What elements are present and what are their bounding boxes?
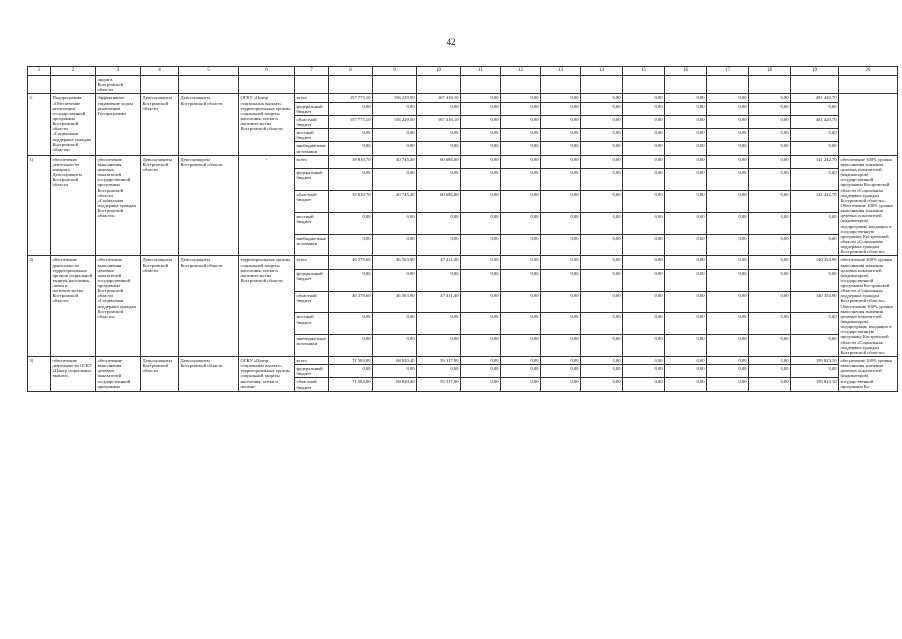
amount-cell: 0,00	[329, 365, 373, 378]
funding-source: местный бюджет	[295, 313, 329, 335]
amount-cell: 0,00	[541, 256, 581, 269]
amount-cell: 0,00	[417, 212, 461, 234]
amount-cell: 0,00	[541, 234, 581, 256]
amount-cell: 0,00	[791, 269, 839, 291]
amount-cell: 481 420,70	[791, 94, 839, 102]
amount-cell: 46 379,60	[329, 256, 373, 269]
amount-cell: 0,00	[501, 115, 541, 128]
amount-cell: 0,00	[749, 142, 791, 155]
amount-cell: 0,00	[665, 291, 707, 313]
amount-cell: 0,00	[749, 256, 791, 269]
page-number: 42	[446, 37, 456, 47]
amount-cell: 60 686,80	[417, 190, 461, 212]
amount-cell: 47 411,40	[417, 256, 461, 269]
amount-cell: 0,00	[501, 212, 541, 234]
amount-cell: 0,00	[707, 256, 749, 269]
table-row	[28, 94, 898, 102]
amount-cell: 156 229,50	[373, 94, 417, 102]
amount-cell: 0,00	[707, 234, 749, 256]
amount-cell: 0,00	[373, 102, 417, 115]
amount-cell: 0,00	[461, 365, 501, 378]
amount-cell: 0,00	[749, 335, 791, 357]
amount-cell: 39 810,70	[329, 190, 373, 212]
amount-cell: 167 416,10	[417, 115, 461, 128]
amount-cell: 0,00	[707, 142, 749, 155]
amount-cell: 0,00	[501, 291, 541, 313]
amount-cell: 0,00	[749, 94, 791, 102]
amount-cell: 0,00	[581, 115, 623, 128]
amount-cell: 0,00	[329, 269, 373, 291]
amount-cell: 0,00	[581, 378, 623, 391]
amount-cell: 0,00	[461, 313, 501, 335]
amount-cell: 0,00	[623, 269, 665, 291]
amount-cell: 0,00	[581, 313, 623, 335]
amount-cell: 0,00	[623, 365, 665, 378]
amount-cell: 60 686,80	[417, 155, 461, 168]
amount-cell: 0,00	[623, 102, 665, 115]
amount-cell: 0,00	[541, 335, 581, 357]
amount-cell: 0,00	[749, 169, 791, 191]
amount-cell: 0,00	[461, 115, 501, 128]
amount-cell: 0,00	[665, 256, 707, 269]
item-executors: -	[239, 155, 295, 256]
item-coordinator: Депсоцзащиты Костромской области	[141, 155, 179, 256]
column-number: 17	[707, 67, 749, 76]
amount-cell: 0,00	[373, 269, 417, 291]
continuation-text: лидов в Костромской области	[96, 76, 141, 94]
amount-cell: 0,00	[665, 357, 707, 365]
amount-cell: 0,00	[623, 378, 665, 391]
column-number: 1	[28, 67, 51, 76]
amount-cell: 0,00	[749, 357, 791, 365]
item-number: 2)	[28, 256, 51, 357]
amount-cell: 0,00	[707, 94, 749, 102]
amount-cell: 0,00	[665, 142, 707, 155]
amount-cell: 0,00	[665, 94, 707, 102]
amount-cell: 0,00	[707, 269, 749, 291]
item-name: обеспечение деятельности территориальных органов социальной защиты населения, опеки и попечительства Костромской области	[51, 256, 96, 357]
amount-cell: 0,00	[707, 190, 749, 212]
item-coordinator: Депсоцзащиты Костромской области	[141, 256, 179, 357]
table-body	[28, 67, 898, 392]
column-number: 13	[541, 67, 581, 76]
amount-cell: 0,00	[501, 313, 541, 335]
budget-table	[27, 66, 898, 392]
amount-cell: 0,00	[749, 115, 791, 128]
amount-cell: 0,00	[461, 234, 501, 256]
amount-cell: 0,00	[461, 190, 501, 212]
column-number: 15	[623, 67, 665, 76]
item-executors: территориальные органы социальной защиты населения, опеки и попечительства Костромской области	[239, 256, 295, 357]
amount-cell: 0,00	[623, 234, 665, 256]
amount-cell: 0,00	[461, 129, 501, 142]
amount-cell: 0,00	[707, 102, 749, 115]
amount-cell: 46 379,60	[329, 291, 373, 313]
funding-source: всего	[295, 256, 329, 269]
funding-source: федеральный бюджет	[295, 169, 329, 191]
amount-cell: 0,00	[417, 335, 461, 357]
item-name: обеспечение деятельности ОГКУ «Центр социальных выплат»	[51, 357, 96, 392]
item-coordinator: Депсоцзащиты Костромской области	[141, 94, 179, 155]
funding-source: внебюджетные источники	[295, 142, 329, 155]
amount-cell: 0,00	[541, 212, 581, 234]
amount-cell: 199 823,10	[791, 357, 839, 365]
column-number: 7	[295, 67, 329, 76]
amount-cell: 141 242,70	[791, 190, 839, 212]
amount-cell: 0,00	[373, 234, 417, 256]
column-number: 6	[239, 67, 295, 76]
column-number: 9	[373, 67, 417, 76]
item-executors: ОГКУ «Центр социальных выплат», территориальные органы социальной защиты населения, опеки и попечительства Костромской области	[239, 94, 295, 155]
funding-source: федеральный бюджет	[295, 269, 329, 291]
amount-cell: 0,00	[665, 269, 707, 291]
item-indicator: обеспечение выполнения целевых показателей государственной программы Костромской области «Социальная поддержка граждан Костромской области»	[96, 155, 141, 256]
funding-source: областной бюджет	[295, 115, 329, 128]
amount-cell: 0,00	[417, 142, 461, 155]
amount-cell: 0,00	[665, 102, 707, 115]
column-number: 10	[417, 67, 461, 76]
amount-cell: 0,00	[623, 357, 665, 365]
amount-cell: 0,00	[665, 169, 707, 191]
funding-source: всего	[295, 357, 329, 365]
column-number: 4	[141, 67, 179, 76]
amount-cell: 0,00	[541, 155, 581, 168]
amount-cell: 0,00	[707, 291, 749, 313]
table-row	[28, 256, 898, 269]
amount-cell: 0,00	[501, 365, 541, 378]
amount-cell: 0,00	[417, 269, 461, 291]
amount-cell: 141 242,70	[791, 155, 839, 168]
amount-cell: 0,00	[541, 129, 581, 142]
column-number: 5	[179, 67, 239, 76]
amount-cell: 0,00	[541, 291, 581, 313]
item-coordinator: Депсоцзащиты Костромской области	[141, 357, 179, 392]
amount-cell: 0,00	[623, 155, 665, 168]
amount-cell: 0,00	[461, 291, 501, 313]
column-number: 18	[749, 67, 791, 76]
item-result: обеспечение 100% уровня выполнения значения целевых показателей (индикаторов) государственной программы Костромской области «Социальная поддержка граждан Костромской области». Обеспечение 100% уровня выполнения значения целевых показателей (индикаторов) подпрограмм, входящих в государственную программу Костромской области «Социальная поддержка граждан Костромской области»	[839, 155, 898, 256]
amount-cell: 0,00	[501, 129, 541, 142]
amount-cell: 0,00	[707, 313, 749, 335]
amount-cell: 0,00	[791, 365, 839, 378]
amount-cell: 0,00	[665, 115, 707, 128]
amount-cell: 0,00	[581, 94, 623, 102]
amount-cell: 0,00	[541, 313, 581, 335]
amount-cell: 68 920,40	[373, 378, 417, 391]
item-indicator: обеспечение выполнения целевых показателей государственной программы Костромской области «Социальная поддержка граждан Костромской области»	[96, 256, 141, 357]
amount-cell: 0,00	[417, 102, 461, 115]
amount-cell: 0,00	[417, 169, 461, 191]
amount-cell: 0,00	[581, 269, 623, 291]
item-name: обеспечение деятельности аппарата Депсоцзащиты Костромской области	[51, 155, 96, 256]
amount-cell: 0,00	[707, 115, 749, 128]
header-row	[28, 67, 898, 76]
amount-cell: 0,00	[665, 129, 707, 142]
column-number: 3	[96, 67, 141, 76]
amount-cell: 0,00	[791, 212, 839, 234]
amount-cell: 0,00	[461, 335, 501, 357]
amount-cell: 0,00	[501, 190, 541, 212]
amount-cell: 0,00	[623, 313, 665, 335]
amount-cell: 0,00	[791, 142, 839, 155]
amount-cell: 68 920,40	[373, 357, 417, 365]
amount-cell: 140 354,90	[791, 291, 839, 313]
amount-cell: 0,00	[461, 94, 501, 102]
item-responsible: Депсоцзащиты Костромской области	[179, 155, 239, 256]
item-result	[839, 94, 898, 155]
amount-cell: 0,00	[791, 129, 839, 142]
amount-cell: 0,00	[791, 335, 839, 357]
amount-cell: 0,00	[541, 190, 581, 212]
amount-cell: 0,00	[541, 269, 581, 291]
amount-cell: 0,00	[749, 234, 791, 256]
amount-cell: 46 563,90	[373, 256, 417, 269]
amount-cell: 0,00	[461, 142, 501, 155]
amount-cell: 0,00	[581, 212, 623, 234]
amount-cell: 0,00	[665, 313, 707, 335]
amount-cell: 0,00	[749, 212, 791, 234]
amount-cell: 40 745,20	[373, 155, 417, 168]
amount-cell: 0,00	[665, 190, 707, 212]
amount-cell: 0,00	[417, 365, 461, 378]
amount-cell: 0,00	[581, 102, 623, 115]
amount-cell: 0,00	[373, 313, 417, 335]
amount-cell: 0,00	[541, 365, 581, 378]
amount-cell: 0,00	[581, 142, 623, 155]
amount-cell: 0,00	[501, 378, 541, 391]
amount-cell: 0,00	[665, 378, 707, 391]
amount-cell: 0,00	[581, 357, 623, 365]
amount-cell: 156 229,50	[373, 115, 417, 128]
amount-cell: 0,00	[707, 365, 749, 378]
item-number: 1)	[28, 155, 51, 256]
amount-cell: 0,00	[749, 155, 791, 168]
amount-cell: 0,00	[373, 129, 417, 142]
amount-cell: 59 317,90	[417, 378, 461, 391]
amount-cell: 0,00	[581, 190, 623, 212]
amount-cell: 0,00	[501, 269, 541, 291]
amount-cell: 0,00	[501, 234, 541, 256]
amount-cell: 0,00	[749, 190, 791, 212]
amount-cell: 0,00	[501, 94, 541, 102]
amount-cell: 0,00	[791, 169, 839, 191]
amount-cell: 199 823,10	[791, 378, 839, 391]
amount-cell: 0,00	[581, 129, 623, 142]
funding-source: всего	[295, 155, 329, 168]
amount-cell: 0,00	[329, 102, 373, 115]
amount-cell: 0,00	[623, 256, 665, 269]
amount-cell: 0,00	[501, 102, 541, 115]
amount-cell: 0,00	[581, 291, 623, 313]
column-number: 16	[665, 67, 707, 76]
amount-cell: 0,00	[417, 313, 461, 335]
amount-cell: 481 420,70	[791, 115, 839, 128]
amount-cell: 0,00	[461, 102, 501, 115]
amount-cell: 39 810,70	[329, 155, 373, 168]
amount-cell: 0,00	[373, 365, 417, 378]
amount-cell: 140 354,90	[791, 256, 839, 269]
amount-cell: 0,00	[461, 169, 501, 191]
amount-cell: 0,00	[461, 378, 501, 391]
funding-source: местный бюджет	[295, 129, 329, 142]
funding-source: областной бюджет	[295, 378, 329, 391]
column-number: 8	[329, 67, 373, 76]
amount-cell: 0,00	[329, 129, 373, 142]
amount-cell: 0,00	[329, 212, 373, 234]
amount-cell: 0,00	[665, 335, 707, 357]
item-name: Подпрограмма «Обеспечение реализации государственной программы Костромской области «Социальная поддержка граждан Костромской области»	[51, 94, 96, 155]
amount-cell: 0,00	[461, 269, 501, 291]
item-indicator: Эффективное управление ходом реализации Госпрограммы	[96, 94, 141, 155]
amount-cell: 0,00	[541, 378, 581, 391]
amount-cell: 0,00	[581, 335, 623, 357]
amount-cell: 167 416,10	[417, 94, 461, 102]
amount-cell: 59 317,90	[417, 357, 461, 365]
amount-cell: 0,00	[623, 115, 665, 128]
item-number: 5.	[28, 94, 51, 155]
amount-cell: 0,00	[329, 234, 373, 256]
amount-cell: 0,00	[749, 313, 791, 335]
funding-source: федеральный бюджет	[295, 102, 329, 115]
table-row	[28, 357, 898, 365]
amount-cell: 0,00	[749, 365, 791, 378]
amount-cell: 46 563,90	[373, 291, 417, 313]
amount-cell: 0,00	[329, 169, 373, 191]
amount-cell: 0,00	[665, 155, 707, 168]
item-responsible: Депсоцзащиты Костромской области	[179, 94, 239, 155]
amount-cell: 0,00	[329, 313, 373, 335]
amount-cell: 0,00	[665, 212, 707, 234]
column-number: 20	[839, 67, 898, 76]
amount-cell: 0,00	[461, 212, 501, 234]
continuation-row	[28, 76, 898, 94]
amount-cell: 157 775,10	[329, 94, 373, 102]
amount-cell: 0,00	[373, 335, 417, 357]
amount-cell: 71 584,80	[329, 357, 373, 365]
amount-cell: 0,00	[749, 378, 791, 391]
amount-cell: 0,00	[501, 169, 541, 191]
amount-cell: 0,00	[541, 142, 581, 155]
amount-cell: 0,00	[329, 335, 373, 357]
amount-cell: 0,00	[461, 256, 501, 269]
amount-cell: 0,00	[373, 142, 417, 155]
item-indicator: обеспечение выполнения целевых показателей государственной программы	[96, 357, 141, 392]
amount-cell: 0,00	[501, 256, 541, 269]
amount-cell: 0,00	[501, 357, 541, 365]
item-result: обеспечение 100% уровня выполнения значения целевых показателей (индикаторов) государственной программы Ко-	[839, 357, 898, 392]
amount-cell: 0,00	[501, 142, 541, 155]
amount-cell: 0,00	[707, 129, 749, 142]
amount-cell: 0,00	[749, 291, 791, 313]
amount-cell: 0,00	[623, 190, 665, 212]
amount-cell: 0,00	[581, 234, 623, 256]
column-number: 19	[791, 67, 839, 76]
item-executors: ОГКУ «Центр социальных выплат», территориальные органы социальной защиты населения, опеки и попечи-	[239, 357, 295, 392]
amount-cell: 0,00	[541, 357, 581, 365]
amount-cell: 0,00	[707, 335, 749, 357]
amount-cell: 0,00	[581, 169, 623, 191]
funding-source: федеральный бюджет	[295, 365, 329, 378]
amount-cell: 0,00	[707, 155, 749, 168]
column-number: 12	[501, 67, 541, 76]
amount-cell: 0,00	[461, 155, 501, 168]
item-responsible: Депсоцзащиты Костромской области	[179, 357, 239, 392]
amount-cell: 0,00	[623, 212, 665, 234]
funding-source: областной бюджет	[295, 291, 329, 313]
column-number: 2	[51, 67, 96, 76]
amount-cell: 0,00	[749, 129, 791, 142]
amount-cell: 0,00	[707, 212, 749, 234]
funding-source: всего	[295, 94, 329, 102]
amount-cell: 0,00	[749, 269, 791, 291]
item-number: 3)	[28, 357, 51, 392]
amount-cell: 0,00	[541, 115, 581, 128]
amount-cell: 0,00	[665, 234, 707, 256]
amount-cell: 0,00	[329, 142, 373, 155]
amount-cell: 0,00	[623, 335, 665, 357]
funding-source: областной бюджет	[295, 190, 329, 212]
amount-cell: 0,00	[501, 335, 541, 357]
funding-source: внебюджетные источники	[295, 335, 329, 357]
amount-cell: 0,00	[373, 212, 417, 234]
amount-cell: 0,00	[461, 357, 501, 365]
amount-cell: 0,00	[791, 234, 839, 256]
item-result: обеспечение 100% уровня выполнения значения целевых показателей (индикаторов) государственной программы Костромской области «Социальная поддержка граждан Костромской области». Обеспечение 100% уровня выполнения значения целевых показателей (индикаторов) подпрограмм, входящих в государственную программу Костромской области «Социальная поддержка граждан Костромской области»	[839, 256, 898, 357]
amount-cell: 0,00	[707, 169, 749, 191]
amount-cell: 0,00	[791, 102, 839, 115]
column-number: 11	[461, 67, 501, 76]
funding-source: внебюджетные источники	[295, 234, 329, 256]
column-number: 14	[581, 67, 623, 76]
amount-cell: 0,00	[707, 378, 749, 391]
amount-cell: 0,00	[623, 129, 665, 142]
amount-cell: 0,00	[417, 129, 461, 142]
amount-cell: 0,00	[623, 142, 665, 155]
amount-cell: 0,00	[707, 357, 749, 365]
amount-cell: 157 775,10	[329, 115, 373, 128]
item-responsible: Депсоцзащиты Костромской области	[179, 256, 239, 357]
amount-cell: 0,00	[749, 102, 791, 115]
amount-cell: 0,00	[541, 102, 581, 115]
amount-cell: 71 584,80	[329, 378, 373, 391]
amount-cell: 0,00	[373, 169, 417, 191]
amount-cell: 0,00	[623, 94, 665, 102]
amount-cell: 0,00	[581, 155, 623, 168]
amount-cell: 0,00	[581, 256, 623, 269]
funding-source: местный бюджет	[295, 212, 329, 234]
amount-cell: 0,00	[501, 155, 541, 168]
amount-cell: 0,00	[541, 94, 581, 102]
amount-cell: 0,00	[665, 365, 707, 378]
amount-cell: 47 411,40	[417, 291, 461, 313]
amount-cell: 0,00	[623, 169, 665, 191]
amount-cell: 0,00	[623, 291, 665, 313]
amount-cell: 0,00	[581, 365, 623, 378]
amount-cell: 0,00	[791, 313, 839, 335]
amount-cell: 40 745,20	[373, 190, 417, 212]
amount-cell: 0,00	[541, 169, 581, 191]
table-row	[28, 155, 898, 168]
amount-cell: 0,00	[417, 234, 461, 256]
